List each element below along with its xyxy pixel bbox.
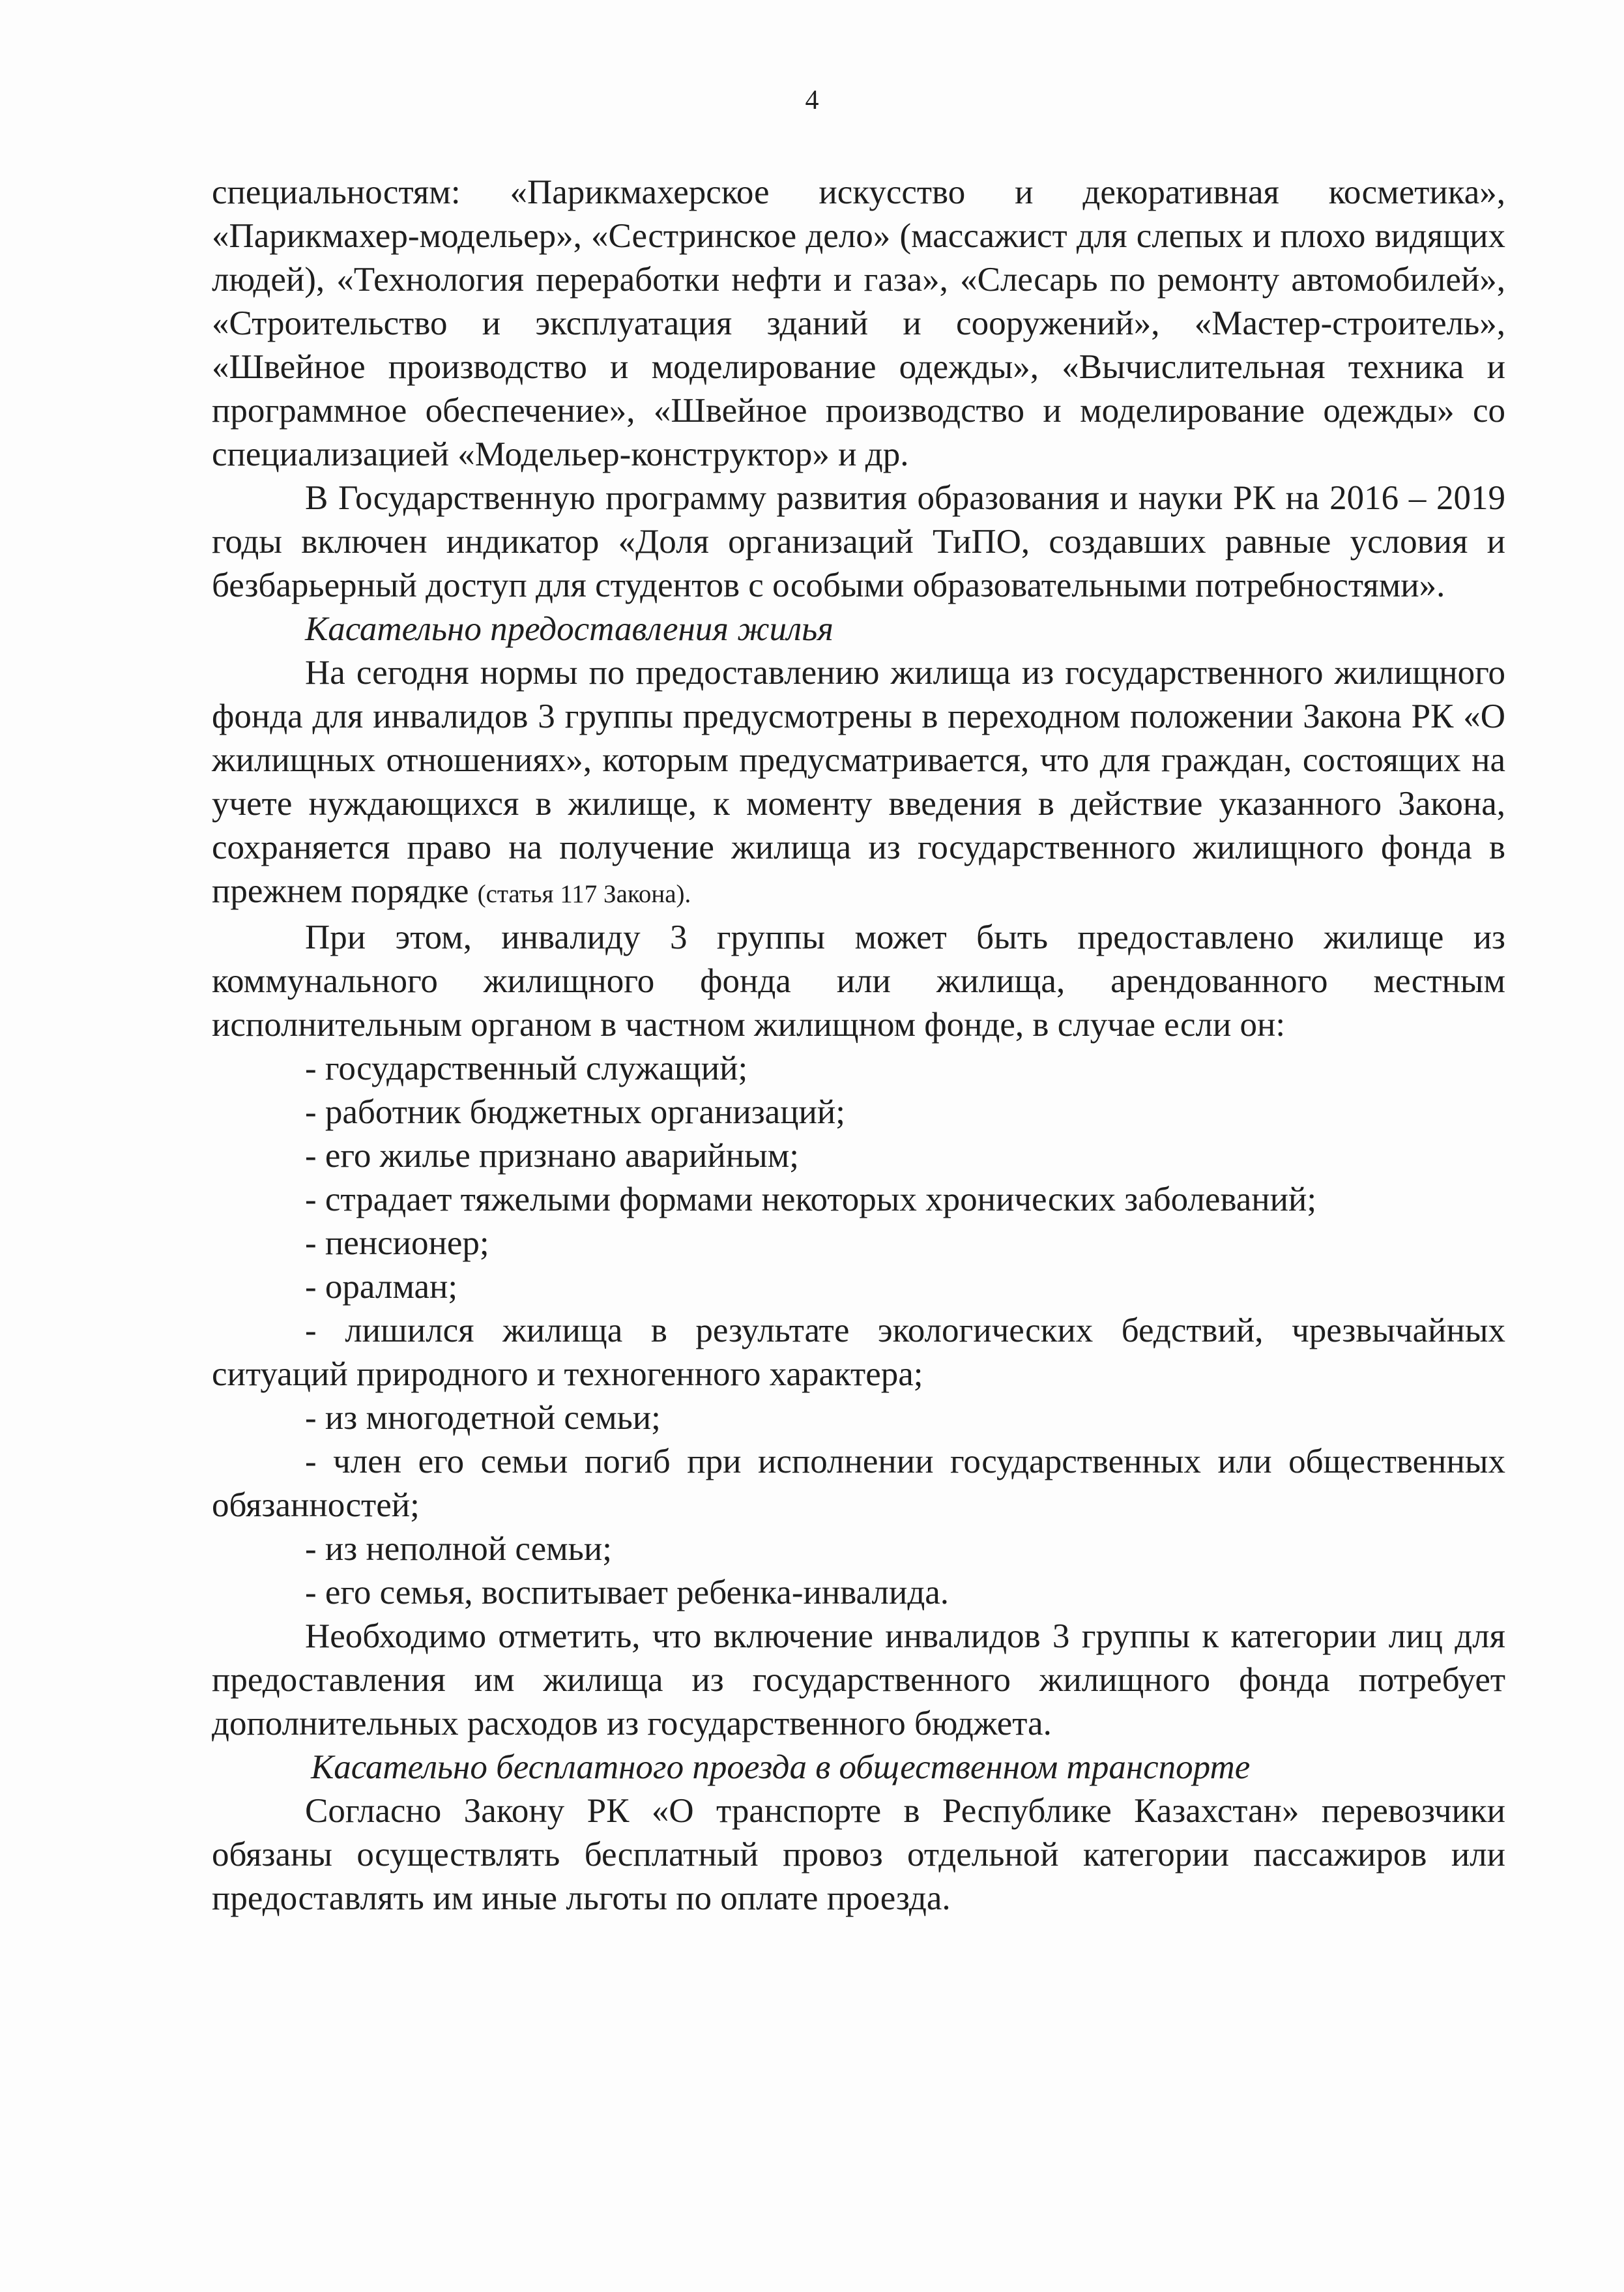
list-item: - государственный служащий; [305, 1050, 748, 1087]
paragraph-budget-note: Необходимо отметить, что включение инвалидов 3 группы к категории лиц для предоставления им жилища из государственного жилищного фонда потребует дополнительных расходов из государственного бюджета. [212, 1617, 1505, 1742]
list-item: - работник бюджетных организаций; [305, 1093, 846, 1131]
list-item: - лишился жилища в результате экологических бедствий, чрезвычайных ситуаций природного и техногенного характера; [212, 1312, 1505, 1393]
list-item: - пенсионер; [305, 1224, 489, 1262]
paragraph-housing-eligibility: При этом, инвалиду 3 группы может быть предоставлено жилище из коммунального жилищного фонда или жилища, арендованного местным исполнительным органом в частном жилищном фонде, в случае если он: [212, 918, 1505, 1044]
list-item: - оралман; [305, 1268, 458, 1306]
list-item: - его жилье признано аварийным; [305, 1137, 799, 1175]
paragraph-specialties: специальностям: «Парикмахерское искусство и декоративная косметика», «Парикмахер-модельер», «Сестринское дело» (массажист для слепых и плохо видящих людей), «Технология переработки нефти и газа», «Слесарь по ремонту автомобилей», «Строительство и эксплуатация зданий и сооружений», «Мастер-строитель», «Швейное производство и моделирование одежды», «Вычислительная техника и программное обеспечение», «Швейное производство и моделирование одежды» со специализацией «Модельер-конструктор» и др. [212, 173, 1505, 473]
page-number: 4 [805, 85, 819, 115]
section-heading-transport: Касательно бесплатного проезда в общественном транспорте [311, 1748, 1251, 1786]
paragraph-state-program: В Государственную программу развития образования и науки РК на 2016 – 2019 годы включен индикатор «Доля организаций ТиПО, создавших равные условия и безбарьерный доступ для студентов с особыми образовательными потребностями». [212, 479, 1505, 604]
document-body [212, 171, 1505, 1920]
paragraph-housing-norms-text: На сегодня нормы по предоставлению жилища из государственного жилищного фонда для инвалидов 3 группы предусмотрены в переходном положении Закона РК «О жилищных отношениях», которым предусматривается, что для граждан, состоящих на учете нуждающихся в жилище, к моменту введения в действие указанного Закона, сохраняется право на получение жилища из государственного жилищного фонда в прежнем порядке [212, 654, 1505, 910]
section-heading-housing: Касательно предоставления жилья [305, 610, 834, 648]
list-item: - член его семьи погиб при исполнении государственных или общественных обязанностей; [212, 1443, 1505, 1524]
list-item: - его семья, воспитывает ребенка-инвалида. [305, 1574, 950, 1611]
list-item: - из неполной семьи; [305, 1530, 612, 1568]
list-item: - из многодетной семьи; [305, 1399, 661, 1437]
list-item: - страдает тяжелыми формами некоторых хронических заболеваний; [305, 1181, 1317, 1218]
paragraph-housing-norms [212, 651, 1505, 916]
paragraph-transport-law: Согласно Закону РК «О транспорте в Республике Казахстан» перевозчики обязаны осуществлять бесплатный провоз отдельной категории пассажиров или предоставлять им иные льготы по оплате проезда. [212, 1792, 1505, 1917]
law-article-reference: (статья 117 Закона). [477, 880, 691, 908]
